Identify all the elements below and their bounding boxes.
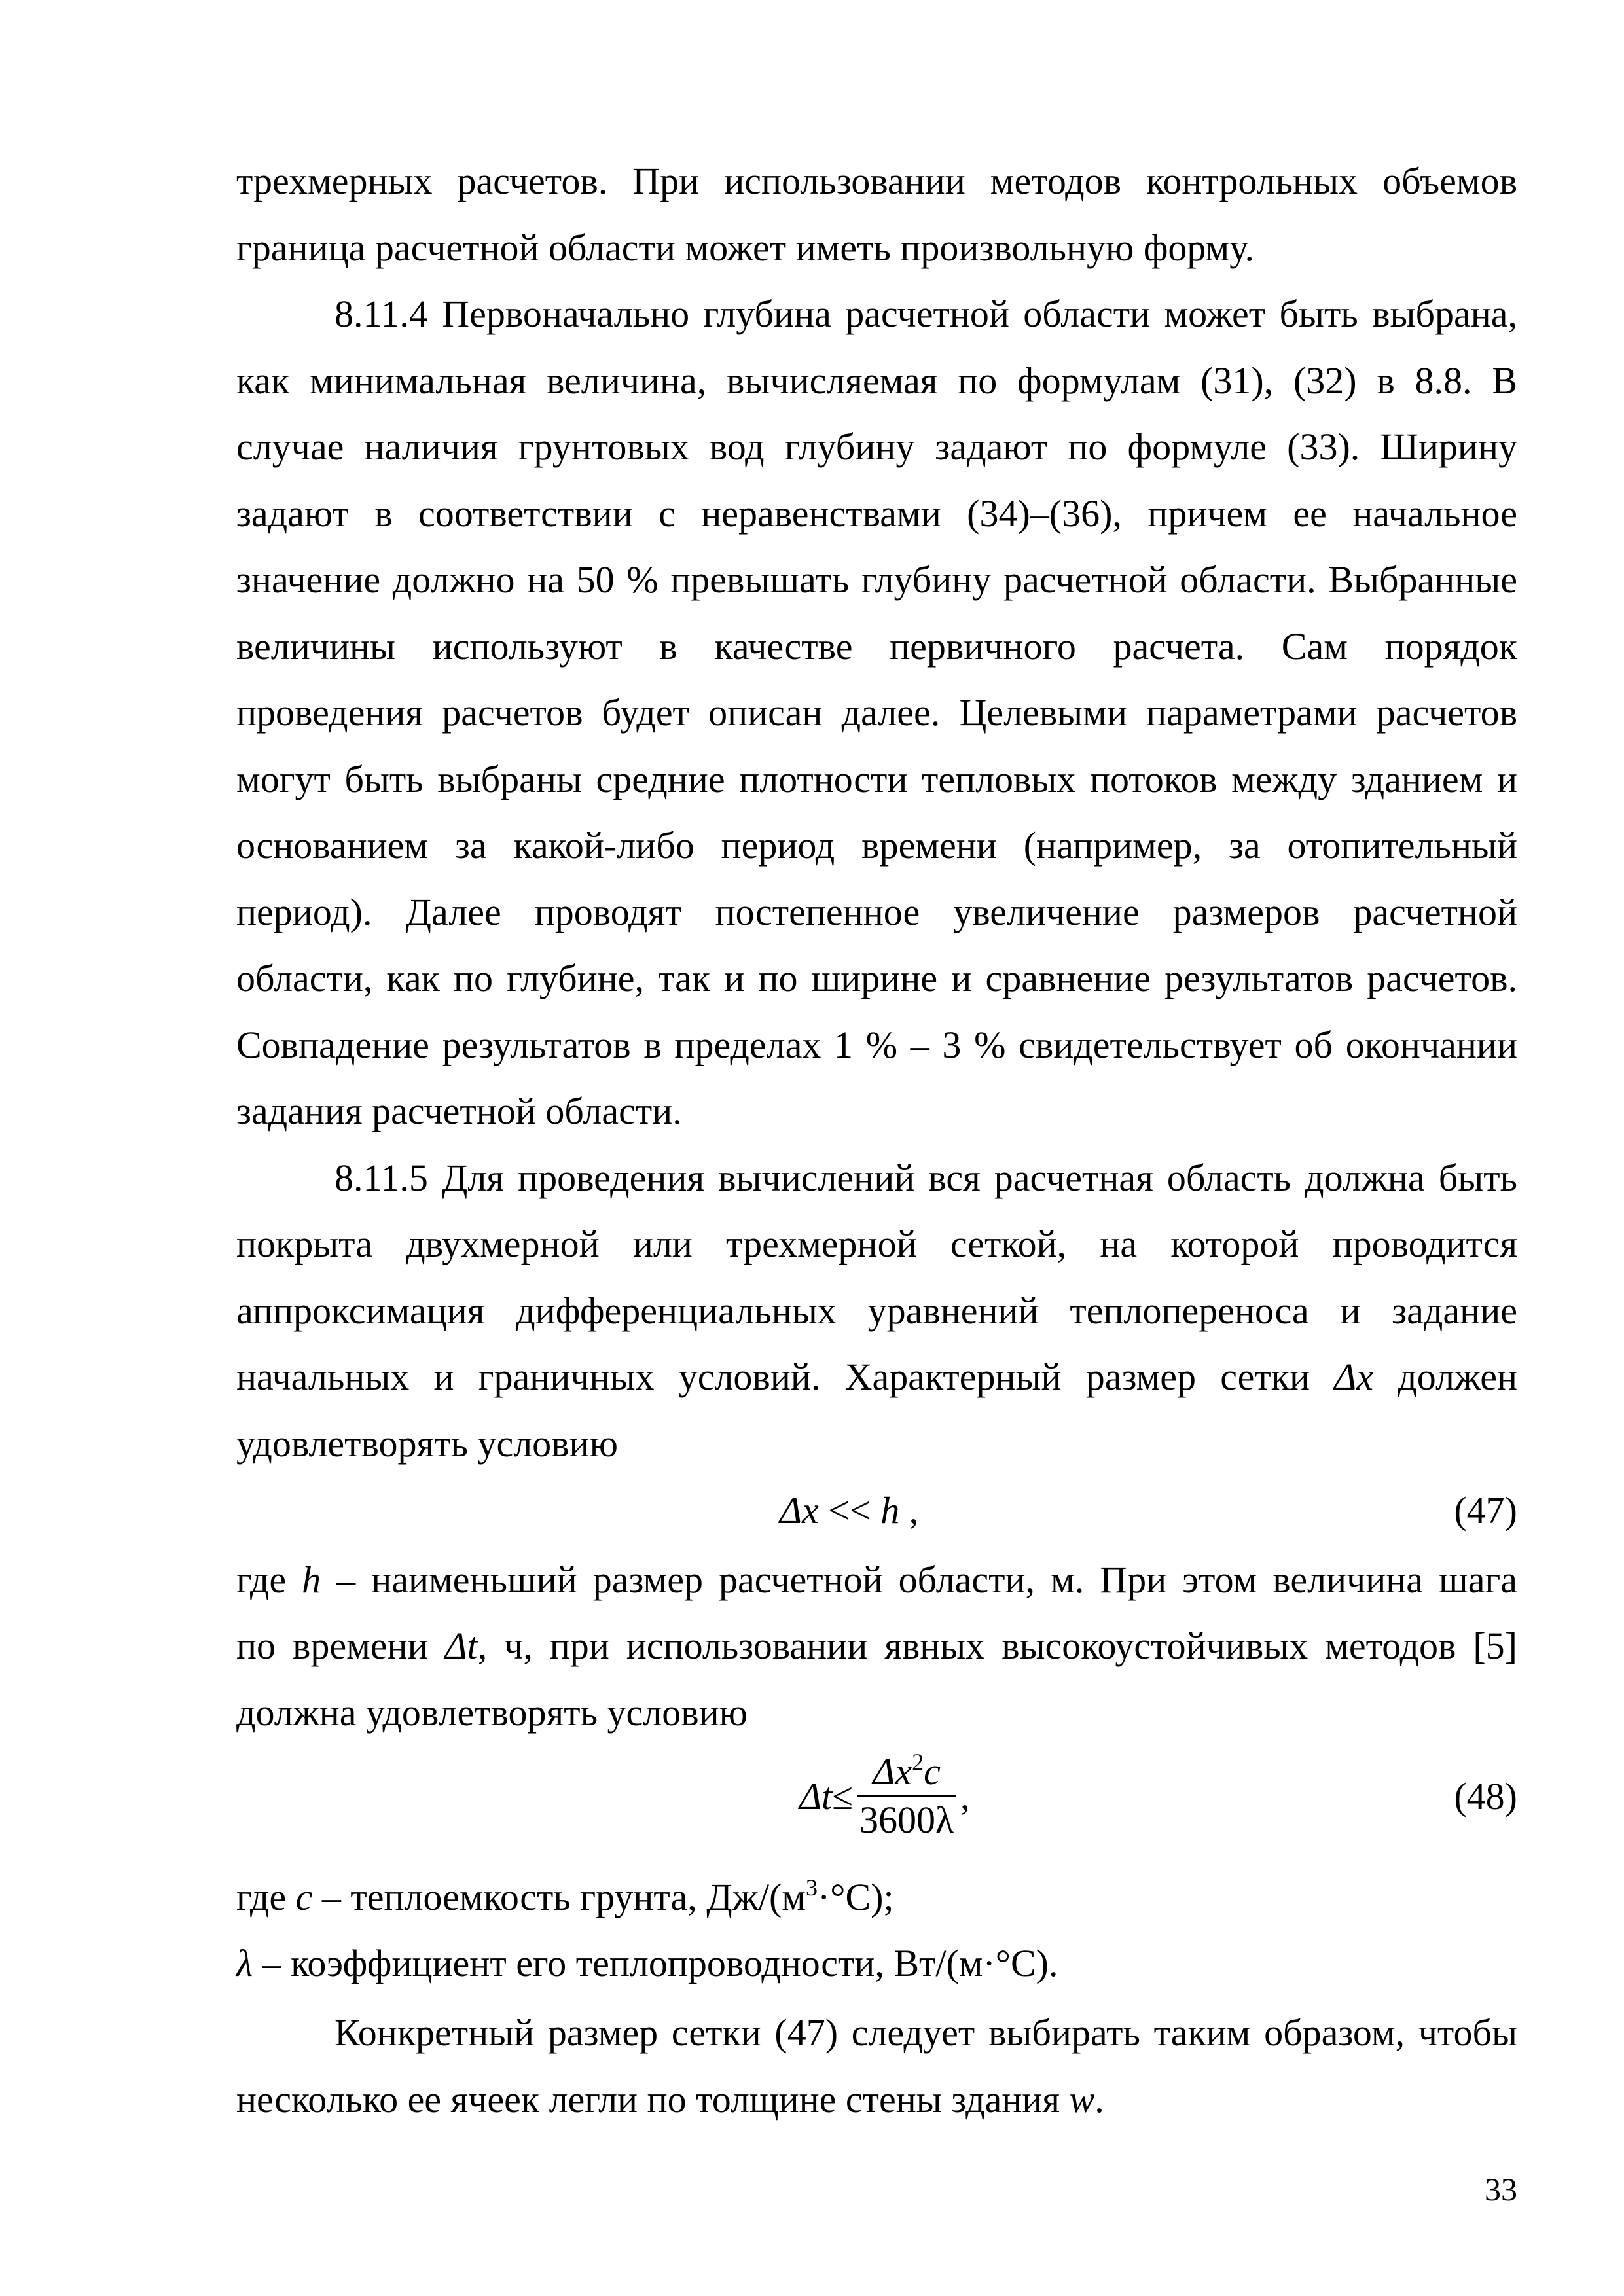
text-line <box>236 1864 1517 1930</box>
text: – наименьший размер расчетной области, м. При этом величина шага <box>321 1558 1517 1601</box>
text-line: Совпадение результатов в пределах 1 % – 3 % свидетельствует об окончании <box>236 1024 1517 1066</box>
text: – теплоемкость грунта, Дж/(м <box>312 1876 806 1918</box>
text-line <box>236 1930 1517 1996</box>
equation-48 <box>236 1749 1517 1868</box>
text-line: значение должно на 50 % превышать глубину расчетной области. Выбранные <box>236 558 1517 601</box>
math-var: Δt <box>444 1624 478 1667</box>
exponent: 2 <box>912 1749 924 1775</box>
text: – коэффициент его теплопроводности, Вт/(м·°С). <box>253 1942 1058 1984</box>
page-number: 33 <box>1485 2171 1517 2208</box>
text-line <box>236 1547 1517 1613</box>
text: начальных и граничных условий. Характерный размер сетки <box>236 1355 1335 1398</box>
text-line <box>236 1344 1517 1410</box>
math-var: w <box>1069 2078 1095 2121</box>
math-var: Δx <box>780 1489 819 1532</box>
text-line: удовлетворять условию <box>236 1422 618 1465</box>
paragraph-8-11-5-start: 8.11.5 Для проведения вычислений вся расчетная область должна быть <box>334 1157 1517 1199</box>
math-var: c <box>924 1750 941 1793</box>
math-punct: , <box>960 1774 970 1818</box>
text: . <box>1094 2078 1104 2121</box>
equation-number: (48) <box>1454 1775 1517 1818</box>
math-op: << <box>818 1489 881 1532</box>
text-line: могут быть выбраны средние плотности тепловых потоков между зданием и <box>236 758 1517 800</box>
text-line: области, как по глубине, так и по ширине и сравнение результатов расчетов. <box>236 957 1517 999</box>
text: несколько ее ячеек легли по толщине стены здания <box>236 2078 1070 2121</box>
text-line: Конкретный размер сетки (47) следует выбирать таким образом, чтобы <box>334 2011 1517 2054</box>
text-line: трехмерных расчетов. При использовании методов контрольных объемов <box>236 160 1517 202</box>
text: по времени <box>236 1624 445 1667</box>
text-line: покрыта двухмерной или трехмерной сеткой, на которой проводится <box>236 1223 1517 1265</box>
text: где <box>236 1876 296 1918</box>
text-line: граница расчетной области может иметь произвольную форму. <box>236 226 1254 269</box>
text-line: проведения расчетов будет описан далее. Целевыми параметрами расчетов <box>236 691 1517 734</box>
text-line: должна удовлетворять условию <box>236 1691 748 1734</box>
text-line: задания расчетной области. <box>236 1090 682 1132</box>
math-var: c <box>295 1876 313 1918</box>
fraction <box>857 1749 956 1843</box>
math-var: h <box>302 1558 321 1601</box>
text-line: аппроксимация дифференциальных уравнений теплопереноса и задание <box>236 1289 1517 1332</box>
text-line: случае наличия грунтовых вод глубину задают по формуле (33). Ширину <box>236 425 1517 468</box>
math-var: Δx <box>1334 1355 1373 1398</box>
math-var: Δt <box>799 1774 833 1818</box>
math-var: Δx <box>873 1750 912 1793</box>
math-op: ≤ <box>832 1774 853 1818</box>
math-var: h <box>880 1489 900 1532</box>
numerator <box>870 1749 943 1795</box>
denominator: 3600λ <box>857 1795 956 1843</box>
paragraph-8-11-4-start: 8.11.4 Первоначально глубина расчетной области может быть выбрана, <box>334 293 1517 335</box>
text-line: как минимальная величина, вычисляемая по формулам (31), (32) в 8.8. В <box>236 359 1517 402</box>
equation-number: (47) <box>1454 1489 1517 1532</box>
text: ·°С); <box>817 1876 894 1918</box>
text-line: период). Далее проводят постепенное увеличение размеров расчетной <box>236 891 1517 933</box>
text-line: величины используют в качестве первичного расчета. Сам порядок <box>236 625 1517 668</box>
text: , ч, при использовании явных высокоустойчивых методов [5] <box>477 1624 1517 1667</box>
formula <box>780 1477 918 1543</box>
text-line <box>236 2066 1517 2132</box>
text-line <box>236 1613 1517 1679</box>
text: должен <box>1373 1355 1517 1398</box>
exponent: 3 <box>805 1874 818 1901</box>
text-line: основанием за какой-либо период времени (например, за отопительный <box>236 824 1517 867</box>
formula <box>799 1737 970 1855</box>
math-punct: , <box>899 1489 919 1532</box>
math-var: λ <box>236 1942 253 1984</box>
text-line: задают в соответствии с неравенствами (34)–(36), причем ее начальное <box>236 492 1517 535</box>
text: где <box>236 1558 302 1601</box>
